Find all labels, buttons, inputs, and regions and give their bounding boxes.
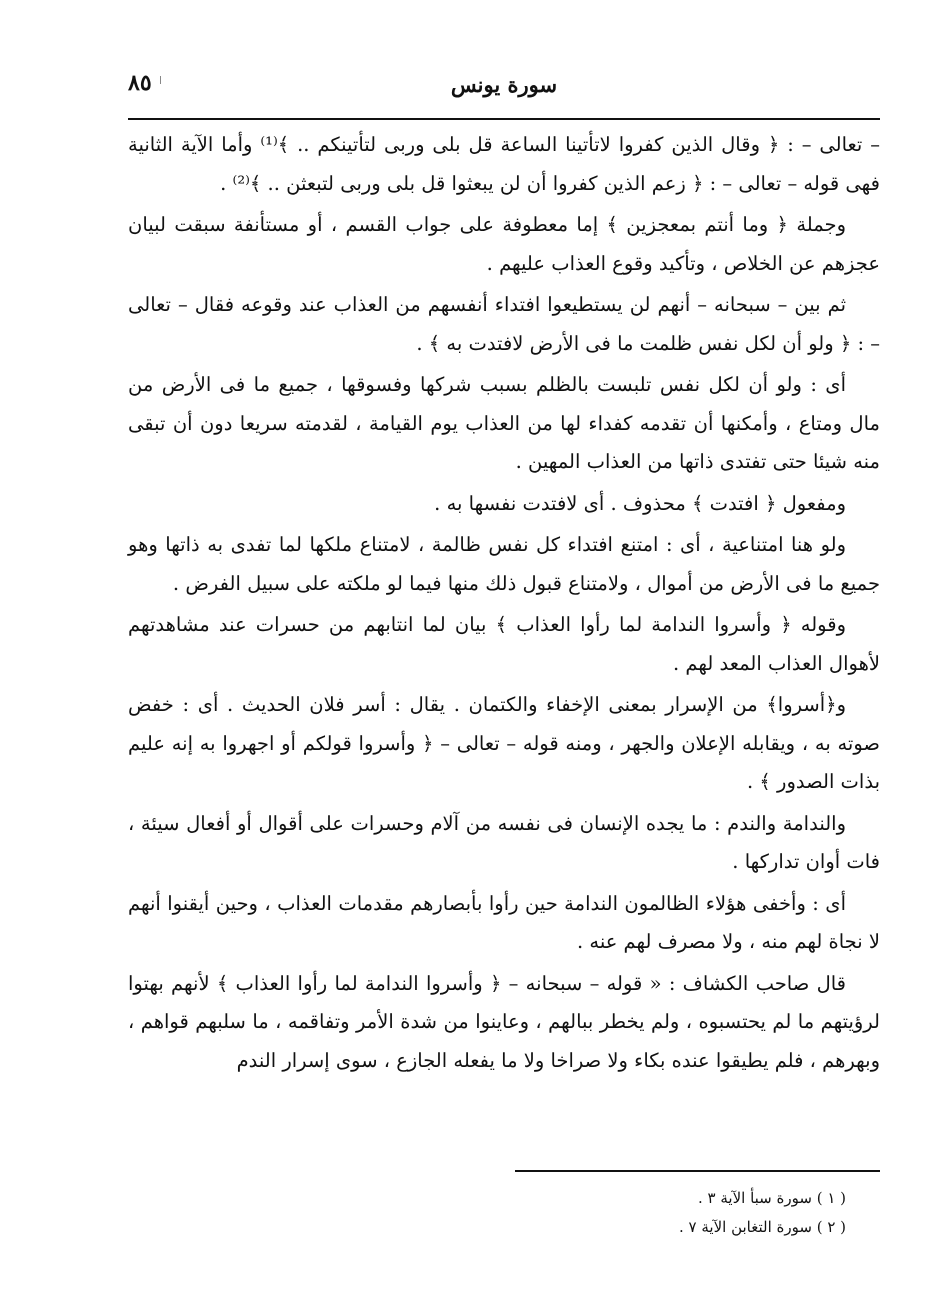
- paragraph: والندامة والندم : ما يجده الإنسان فى نفسه من آلام وحسرات على أقوال أو أفعال سيئة ، فات أوان تداركها .: [128, 811, 880, 873]
- paragraph: وقوله ﴿ وأسروا الندامة لما رأوا العذاب ﴾ بيان لما انتابهم من حسرات عند مشاهدتهم لأهوال العذاب المعد لهم .: [128, 613, 880, 675]
- paragraph: أى : وأخفى هؤلاء الظالمون الندامة حين رأوا بأبصارهم مقدمات العذاب ، وحين أيقنوا أنهم لا نجاة لهم منه ، ولا مصرف لهم عنه .: [128, 891, 880, 953]
- header-rule: [128, 118, 880, 120]
- footnote: ( ١ ) سورة سبأ الآية ٣ .: [697, 1189, 846, 1207]
- paragraph: وجملة ﴿ وما أنتم بمعجزين ﴾ إما معطوفة على جواب القسم ، أو مستأنفة سبقت لبيان عجزهم عن الخلاص ، وتأكيد وقوع العذاب عليهم .: [128, 213, 880, 275]
- paragraph: قال صاحب الكشاف : « قوله – سبحانه – ﴿ وأسروا الندامة لما رأوا العذاب ﴾ لأنهم بهتوا لرؤيتهم ما لم يحتسبوه ، ولم يخطر ببالهم ، وعاينوا من شدة الأمر وتفاقمه ، ما سلبهم قواهم ، وبهرهم ، فلم يطيقوا عنده بكاء ولا صراخا ولا ما يفعله الجازع ، سوى إسرار الندم: [128, 971, 880, 1072]
- footnote-rule: [515, 1170, 880, 1172]
- footnote: ( ٢ ) سورة التغابن الآية ٧ .: [678, 1218, 846, 1236]
- scan-speck: [160, 76, 167, 84]
- paragraph: ولو هنا امتناعية ، أى : امتنع افتداء كل نفس ظالمة ، لامتناع ملكها لما تفدى به ذاتها وهو جميع ما فى الأرض من أموال ، ولامتناع قبول ذلك منها فيما لو ملكته على سبيل الفرض .: [128, 533, 880, 595]
- footnotes: [128, 1184, 846, 1242]
- page-header: [128, 68, 880, 112]
- paragraph: ومفعول ﴿ افتدت ﴾ محذوف . أى لافتدت نفسها به .: [434, 491, 846, 515]
- paragraph-continuation: – تعالى – : ﴿ وقال الذين كفروا لاتأتينا الساعة قل بلى وربى لتأتينكم .. ﴾⁽¹⁾ وأما الآية الثانية فهى قوله – تعالى – : ﴿ زعم الذين كفروا أن لن يبعثوا قل بلى وربى لتبعثن .. ﴾⁽²⁾ .: [128, 133, 881, 195]
- paragraph: ثم بين – سبحانه – أنهم لن يستطيعوا افتداء أنفسهم من العذاب عند وقوعه فقال – تعالى – : ﴿ ولو أن لكل نفس ظلمت ما فى الأرض لافتدت به ﴾ .: [128, 293, 880, 355]
- paragraph: و﴿أسروا﴾ من الإسرار بمعنى الإخفاء والكتمان . يقال : أسر فلان الحديث . أى : خفض صوته به ، ويقابله الإعلان والجهر ، ومنه قوله – تعالى – ﴿ وأسروا قولكم أو اجهروا به إنه عليم بذات الصدور ﴾ .: [128, 693, 880, 793]
- paragraph: أى : ولو أن لكل نفس تلبست بالظلم بسبب شركها وفسوقها ، جميع ما فى الأرض من مال ومتاع ، وأمكنها أن تقدمه كفداء لها من العذاب يوم القيامة ، لقدمته سريعا دون أن تبقى منه شيئا حتى تفتدى ذاتها من العذاب المهين .: [128, 373, 880, 473]
- page-number: ٨٥: [128, 70, 152, 96]
- page-body: [128, 126, 880, 1083]
- running-title: سورة يونس: [450, 72, 558, 97]
